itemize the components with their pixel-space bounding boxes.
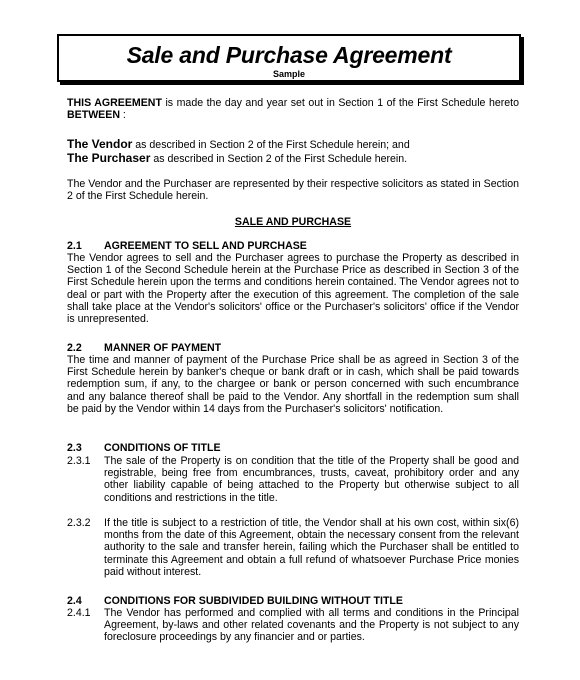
title-box — [57, 34, 521, 82]
clause-body: The time and manner of payment of the Purchase Price shall be as agreed in Section 3 of the First Schedule herein by banker's cheque or bank draft or in cash, which shall be paid towards redemption sum, if any, to the chargee or bank or person concerned with such encumbrance and any balance thereof shall be paid to the Vendor. Any shortfall in the redemption sum shall be paid by the Vendor within 14 days from the Purchaser's solicitors' notification. — [67, 354, 519, 415]
purchaser-line — [67, 151, 519, 167]
clause-title: AGREEMENT TO SELL AND PURCHASE — [104, 240, 307, 252]
clause-number: 2.3 — [67, 442, 82, 454]
purchaser-text: as described in Section 2 of the First Schedule herein. — [150, 153, 408, 165]
clause-number: 2.2 — [67, 342, 82, 354]
clause-heading — [67, 240, 519, 252]
vendor-label: The Vendor — [67, 137, 133, 151]
subclause — [67, 607, 519, 644]
subclause — [67, 455, 519, 504]
subclause — [67, 517, 519, 578]
section-heading: SALE AND PURCHASE — [234, 216, 352, 228]
subclause-text: If the title is subject to a restriction of title, the Vendor shall at his own cost, within six(6) months from the date of this Agreement, obtain the necessary consent from the relevant authority to the sale and transfer herein, failing which the Purchaser shall be entitled to terminate this Agreement and obtain a full refund of whatsoever Purchase Price monies paid without interest. — [104, 517, 519, 578]
subclause-number: 2.3.1 — [67, 455, 91, 467]
between-label: BETWEEN — [67, 109, 120, 122]
vendor-text: as described in Section 2 of the First Schedule herein; and — [132, 139, 410, 151]
intro-paragraph — [67, 97, 519, 121]
clause-body: The Vendor agrees to sell and the Purchaser agrees to purchase the Property as described in Section 1 of the Second Schedule herein at the Purchase Price as described in Section 3 of the First Schedule herein upon the terms and conditions herein contained. The Vendor agrees not to deal or part with the Property after the execution of this agreement. The completion of the sale shall take place at the Vendor's solicitors' office or the Purchaser's solicitors' office if the Vendor is unrepresented. — [67, 252, 519, 326]
subclause-text: The Vendor has performed and complied with all terms and conditions in the Principal Agreement, by-laws and other related covenants and the Property is not subject to any foreclosure proceedings by any financier and or parties. — [104, 607, 519, 644]
subclause-number: 2.4.1 — [67, 607, 91, 619]
clause-heading — [67, 442, 519, 454]
document-subtitle: Sample — [272, 69, 305, 79]
clause-number: 2.1 — [67, 240, 82, 252]
purchaser-label: The Purchaser — [67, 151, 151, 165]
subclause-text: The sale of the Property is on condition that the title of the Property shall be good and registrable, being free from encumbrances, trusts, caveat, prohibitory order and any other liability capable of being attached to the Property but otherwise subject to all conditions and restrictions in the title. — [104, 455, 519, 504]
representation-paragraph: The Vendor and the Purchaser are represented by their respective solicitors as stated in Section 2 of the First Schedule herein. — [67, 178, 519, 203]
intro-text: is made the day and year set out in Section 1 of the First Schedule hereto — [161, 97, 519, 109]
clause-heading — [67, 595, 519, 607]
clause-title: MANNER OF PAYMENT — [104, 342, 222, 354]
clause-title: CONDITIONS FOR SUBDIVIDED BUILDING WITHOUT TITLE — [104, 595, 403, 607]
subclause-number: 2.3.2 — [67, 517, 91, 529]
clause-heading — [67, 342, 519, 354]
clause-number: 2.4 — [67, 595, 82, 607]
this-agreement-label: THIS AGREEMENT — [67, 97, 162, 109]
intro-text-end: : — [119, 109, 126, 122]
clause-title: CONDITIONS OF TITLE — [104, 442, 221, 454]
document-title: Sale and Purchase Agreement — [126, 42, 452, 68]
